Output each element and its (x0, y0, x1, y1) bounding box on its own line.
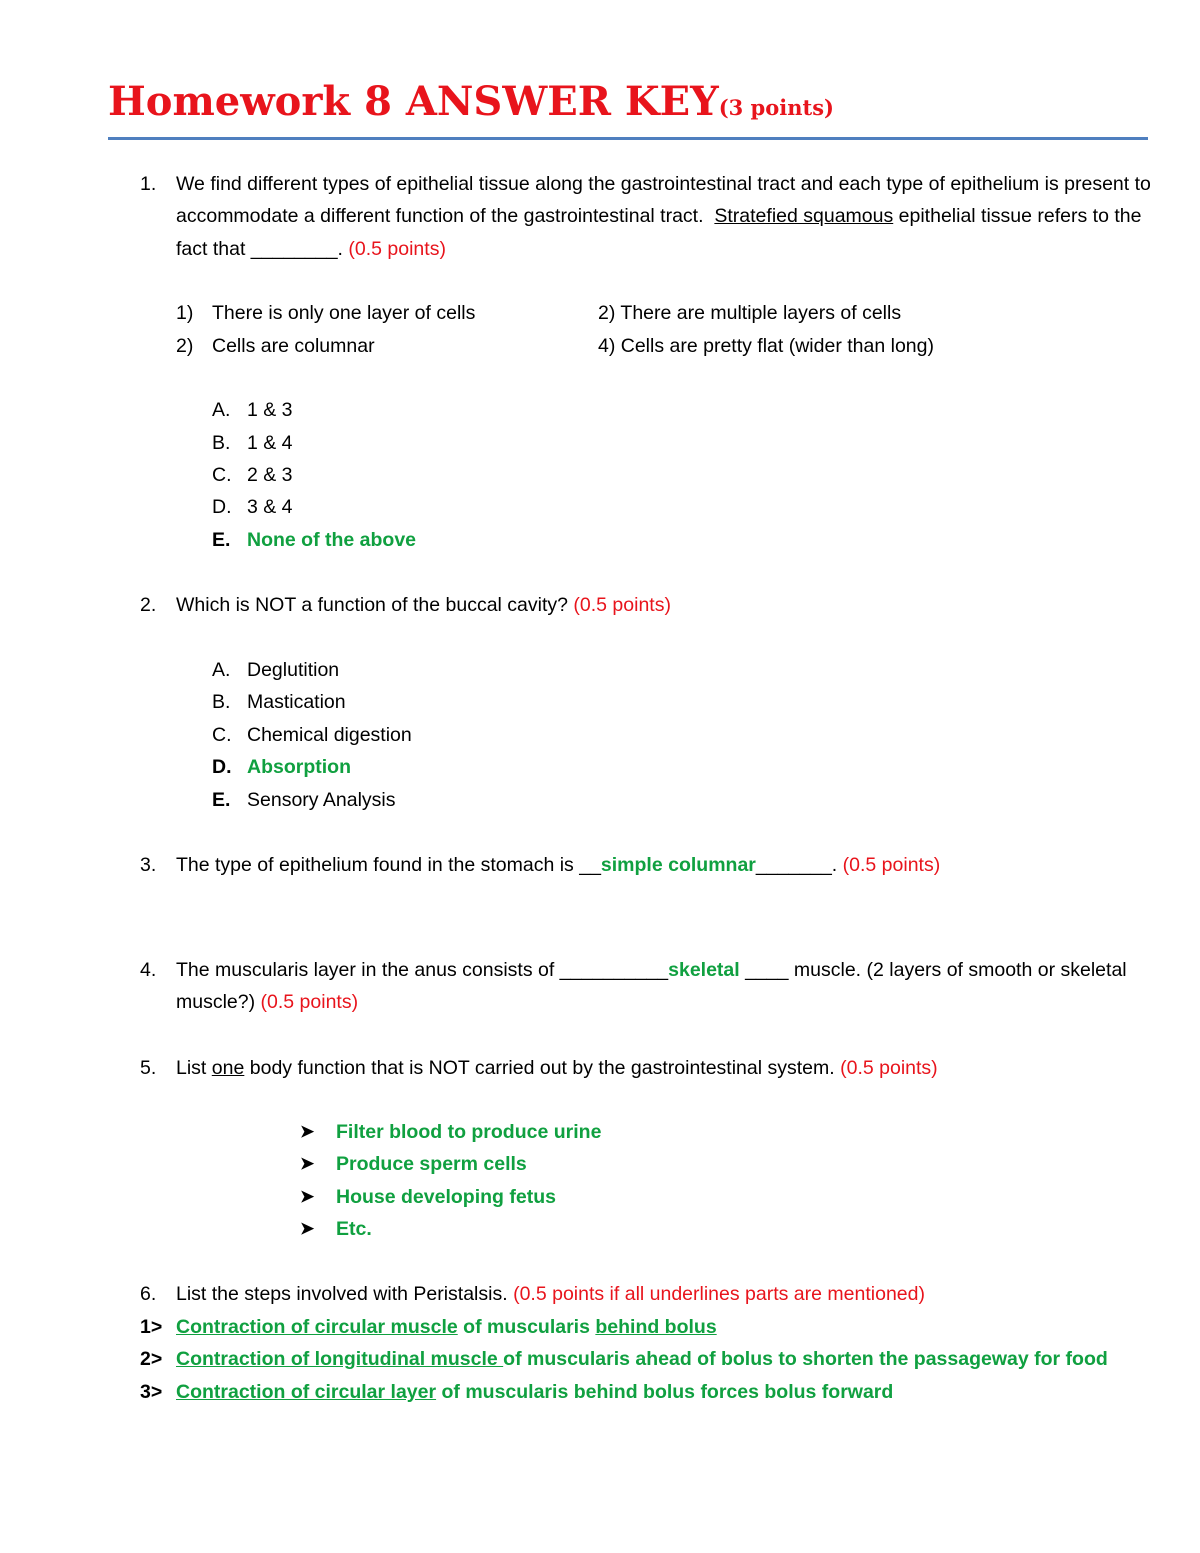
q3-answer: simple columnar (600, 854, 756, 876)
q3-pre: The type of epithelium found in the stomach is __ (176, 854, 601, 876)
q6-step-3-text: of muscularis behind bolus forces bolus forward (436, 1381, 894, 1403)
q6-step-2-key: Contraction of longitudinal muscle (176, 1348, 504, 1370)
q2-answer: Absorption (247, 756, 351, 778)
q2-option-a-letter: A. (212, 659, 231, 681)
arrow-bullet-icon: ➤ (300, 1122, 315, 1141)
title-points: (3 points) (718, 95, 834, 120)
q2-number: 2. (140, 594, 157, 616)
q4-answer: skeletal (668, 959, 740, 981)
title-divider (108, 137, 1148, 140)
q1-term: Stratefied squamous (714, 205, 894, 227)
q6-text: List the steps involved with Peristalsis. (176, 1283, 508, 1305)
q1-line2 (176, 200, 1141, 232)
q6-step-3-num: 3> (140, 1381, 163, 1403)
q5-pre: List (176, 1057, 207, 1079)
q5-number: 5. (140, 1057, 157, 1079)
q1-option-c: 2 & 3 (247, 464, 293, 486)
q5-line (176, 1052, 938, 1084)
q2-option-a: Deglutition (247, 659, 340, 681)
q6-line (176, 1278, 925, 1310)
q1-line3 (176, 233, 446, 265)
arrow-bullet-icon: ➤ (300, 1154, 315, 1173)
page-title (108, 78, 834, 125)
q6-number: 6. (140, 1283, 157, 1305)
q3-line (176, 849, 940, 881)
q6-step-2-text: of muscularis ahead of bolus to shorten the passageway for food (503, 1348, 1108, 1370)
q2-option-d-letter: D. (212, 756, 232, 778)
q4-pre: The muscularis layer in the anus consists of __________ (176, 959, 669, 981)
q1-statement-1: There is only one layer of cells (212, 302, 476, 324)
q6-step-1 (176, 1311, 717, 1343)
q6-step-1-key: Contraction of circular muscle (176, 1316, 458, 1338)
q1-option-b-letter: B. (212, 432, 231, 454)
q6-step-2-num: 2> (140, 1348, 163, 1370)
q6-step-1-text: of muscularis (457, 1316, 596, 1338)
q4-post: ____ muscle. (2 layers of smooth or skeletal (745, 959, 1127, 981)
q2-option-c-letter: C. (212, 724, 232, 746)
q2-line (176, 589, 671, 621)
q3-post: _______. (755, 854, 838, 876)
q5-answer-2: Produce sperm cells (336, 1153, 527, 1175)
q1-answer: None of the above (247, 529, 417, 551)
q5-answer-1: Filter blood to produce urine (336, 1121, 602, 1143)
arrow-bullet-icon: ➤ (300, 1187, 315, 1206)
q6-step-2 (176, 1343, 1108, 1375)
q5-underlined: one (211, 1057, 245, 1079)
q2-text: Which is NOT a function of the buccal cavity? (176, 594, 568, 616)
q5-answer-3: House developing fetus (336, 1186, 556, 1208)
q1-line3-text: fact that ________. (176, 238, 343, 260)
q1-option-a: 1 & 3 (247, 399, 293, 421)
q1-statement-3: 2) There are multiple layers of cells (598, 302, 902, 324)
q1-statement-2-num: 2) (176, 335, 194, 357)
q2-option-e: Sensory Analysis (247, 789, 396, 811)
q1-line2c: epithelial tissue refers to the (898, 205, 1142, 227)
q1-option-c-letter: C. (212, 464, 232, 486)
q4-line2 (176, 986, 358, 1018)
q1-option-a-letter: A. (212, 399, 231, 421)
q1-statement-4: 4) Cells are pretty flat (wider than long) (598, 335, 934, 357)
arrow-bullet-icon: ➤ (300, 1219, 315, 1238)
q5-post: body function that is NOT carried out by the gastrointestinal system. (249, 1057, 835, 1079)
q2-points: (0.5 points) (573, 594, 671, 616)
q6-step-1-key2: behind bolus (595, 1316, 717, 1338)
title-main: Homework 8 ANSWER KEY (108, 78, 719, 125)
q6-points: (0.5 points if all underlines parts are mentioned) (513, 1283, 925, 1305)
q3-points: (0.5 points) (842, 854, 941, 876)
q4-points: (0.5 points) (260, 991, 359, 1013)
q2-option-b: Mastication (247, 691, 346, 713)
q2-option-e-letter: E. (212, 789, 231, 811)
q6-step-3-key: Contraction of circular layer (176, 1381, 437, 1403)
q4-number: 4. (140, 959, 157, 981)
q1-line2a: accommodate a different function of the gastrointestinal tract. (176, 205, 704, 227)
q5-points: (0.5 points) (840, 1057, 938, 1079)
q2-option-c: Chemical digestion (247, 724, 412, 746)
q5-answer-4: Etc. (336, 1218, 372, 1240)
q1-option-d: 3 & 4 (247, 496, 293, 518)
q1-statement-1-num: 1) (176, 302, 194, 324)
q1-statement-2: Cells are columnar (212, 335, 375, 357)
q4-line2-text: muscle?) (176, 991, 256, 1013)
q6-step-1-num: 1> (140, 1316, 163, 1338)
q1-number: 1. (140, 173, 157, 195)
q3-number: 3. (140, 854, 157, 876)
q1-points: (0.5 points) (348, 238, 446, 260)
q2-option-b-letter: B. (212, 691, 231, 713)
q4-line1 (176, 954, 1127, 986)
q6-step-3 (176, 1376, 893, 1408)
q1-line1: We find different types of epithelial tissue along the gastrointestinal tract and each type of epithelium is present to (176, 173, 1151, 195)
q1-option-e-letter: E. (212, 529, 231, 551)
q1-option-d-letter: D. (212, 496, 232, 518)
q1-option-b: 1 & 4 (247, 432, 293, 454)
